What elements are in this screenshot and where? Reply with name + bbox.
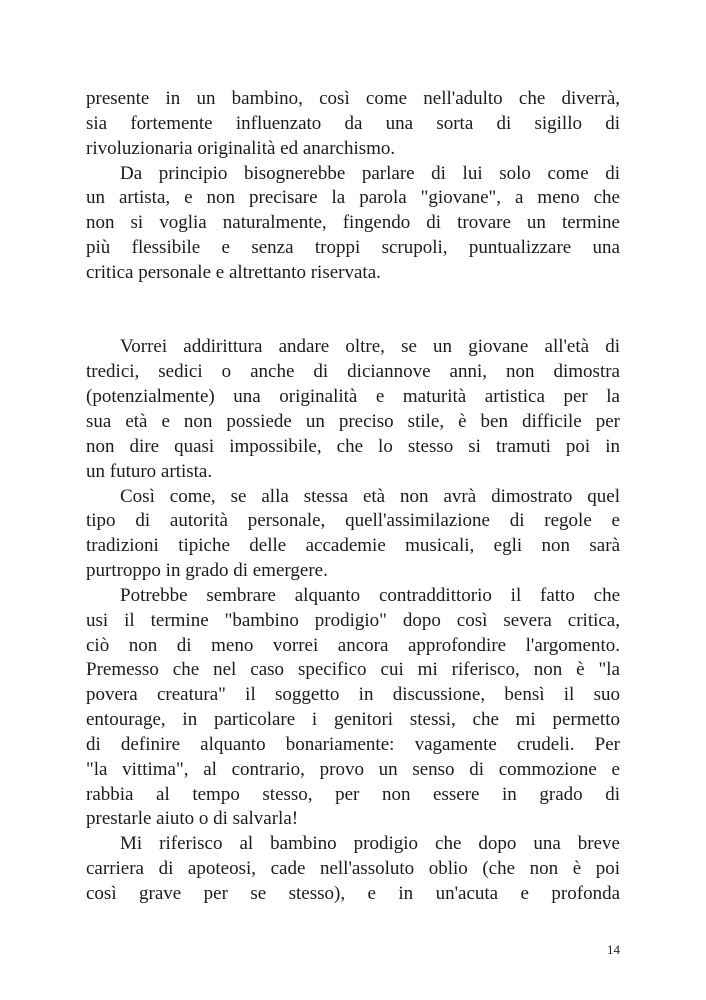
paragraph-continuation (86, 87, 620, 162)
text-line: tradizioni tipiche delle accademie musicali, egli non sarà (86, 535, 620, 557)
text-line: di definire alquanto bonariamente: vagamente crudeli. Per (86, 733, 620, 755)
paragraph-cosi-come (86, 485, 620, 584)
text-line: (potenzialmente) una originalità e maturità artistica per la (86, 386, 620, 408)
text-line: entourage, in particolare i genitori stessi, che mi permetto (86, 709, 620, 731)
text-line: Mi riferisco al bambino prodigio che dopo una breve (120, 833, 620, 855)
text-line: non dire quasi impossibile, che lo stesso si tramuti poi in (86, 435, 620, 457)
text-line: sua età e non possiede un preciso stile, è ben difficile per (86, 410, 620, 432)
text-line: critica personale e altrettanto riservata. (86, 261, 381, 283)
text-line: povera creatura" il soggetto in discussione, bensì il suo (86, 684, 620, 706)
paragraph-vorrei (86, 335, 620, 484)
text-line: un futuro artista. (86, 460, 213, 482)
text-line: "la vittima", al contrario, provo un senso di commozione e (86, 758, 620, 780)
text-line: rivoluzionaria originalità ed anarchismo. (86, 137, 396, 159)
paragraph-da-principio (86, 162, 620, 286)
text-line: non si voglia naturalmente, fingendo di trovare un termine (86, 212, 620, 234)
body-text (86, 87, 620, 907)
page-number: 14 (607, 942, 620, 957)
paragraph-potrebbe (86, 584, 620, 832)
text-line: tredici, sedici o anche di diciannove anni, non dimostra (86, 361, 620, 383)
text-line: Vorrei addirittura andare oltre, se un giovane all'età di (120, 336, 620, 358)
text-line: carriera di apoteosi, cade nell'assoluto oblio (che non è poi (86, 858, 620, 880)
text-line: presente in un bambino, così come nell'adulto che diverrà, (86, 88, 620, 109)
text-line: più flessibile e senza troppi scrupoli, puntualizzare una (86, 237, 620, 259)
text-line: prestarle aiuto o di salvarla! (86, 808, 299, 830)
section-break (86, 286, 620, 336)
text-line: Così come, se alla stessa età non avrà dimostrato quel (120, 485, 620, 507)
text-line: Da principio bisognerebbe parlare di lui solo come di (120, 162, 620, 184)
text-line: sia fortemente influenzato da una sorta di sigillo di (86, 112, 620, 134)
paragraph-mi-riferisco (86, 832, 620, 907)
text-line: usi il termine "bambino prodigio" dopo così severa critica, (86, 609, 620, 631)
text-line: tipo di autorità personale, quell'assimilazione di regole e (86, 510, 620, 532)
text-line: Premesso che nel caso specifico cui mi riferisco, non è "la (86, 659, 620, 681)
text-line: un artista, e non precisare la parola "giovane", a meno che (86, 187, 620, 209)
text-line: Potrebbe sembrare alquanto contraddittorio il fatto che (120, 584, 620, 606)
text-line: rabbia al tempo stesso, per non essere in grado di (86, 783, 620, 805)
text-line: purtroppo in grado di emergere. (86, 560, 328, 582)
text-line: così grave per se stesso), e in un'acuta e profonda (86, 883, 620, 904)
text-line: ciò non di meno vorrei ancora approfondire l'argomento. (86, 634, 620, 656)
